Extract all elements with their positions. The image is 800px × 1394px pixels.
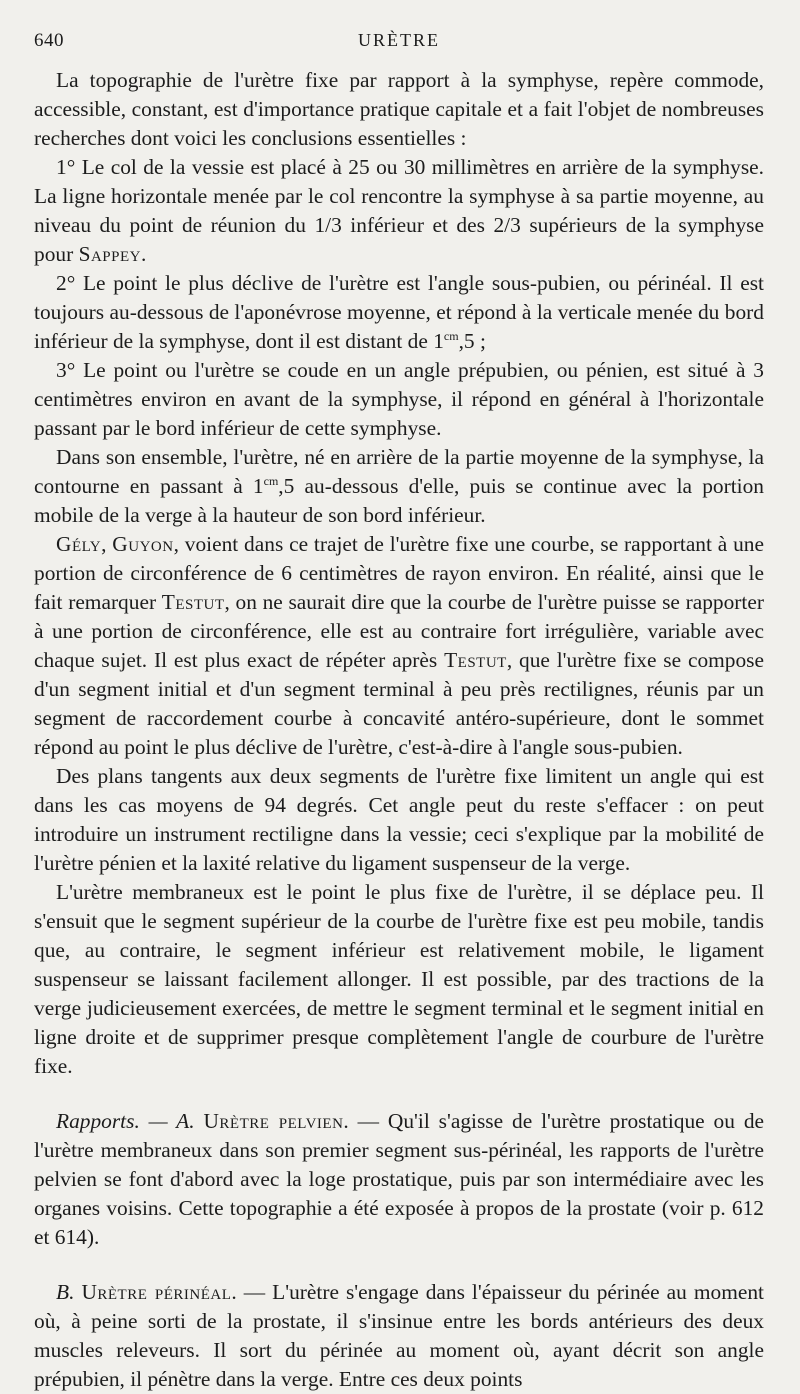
page-header xyxy=(34,0,764,66)
separator: , xyxy=(101,532,113,556)
paragraph-2-end: . xyxy=(140,242,147,266)
author-name: Guyon xyxy=(112,532,174,556)
author-name: Testut xyxy=(161,590,225,614)
paragraph-1: La topographie de l'urètre fixe par rapport à la symphyse, repère commode, accessible, constant, est d'importance pratique capitale et a fait l'objet de nombreuses recherches dont voici les conclusions essentielles : xyxy=(34,68,764,150)
paragraph-4: 3° Le point ou l'urètre se coude en un angle prépubien, ou pénien, est situé à 3 centimètres environ en avant de la symphyse, il répond en général à l'horizontale passant par le bord inférieur de cette symphyse. xyxy=(34,358,764,440)
section-label: B. xyxy=(56,1280,75,1304)
paragraph-5-text: Dans son ensemble, l'urètre, né en arrière de la partie moyenne de la symphyse, la contourne en passant à 1 xyxy=(34,445,764,498)
section-heading: Urètre périnéal xyxy=(81,1280,232,1304)
paragraph-2 xyxy=(34,153,764,269)
paragraph-rapports xyxy=(34,1107,764,1252)
paragraph-6-text-c: , que l'urètre fixe se compose d'un segment initial et d'un segment terminal à peu près rectilignes, réunis par un segment de raccordement courbe à concavité antéro-supérieure, dont le sommet répond au point le plus déclive de l'urètre, c'est-à-dire à l'angle sous-pubien. xyxy=(34,648,764,759)
section-label: Rapports. — A. xyxy=(56,1109,195,1133)
author-name: Sappey xyxy=(78,242,141,266)
unit-superscript: cm xyxy=(443,328,459,343)
author-name: Testut xyxy=(444,648,507,672)
paragraph-6-text-b: , on ne saurait dire que la courbe de l'urètre puisse se rapporter à une portion de circonférence, elle est au contraire fort irrégulière, variable avec chaque sujet. Il est plus exact de répéter après xyxy=(34,590,764,672)
section-heading: Urètre pelvien xyxy=(203,1109,344,1133)
paragraph-8: L'urètre membraneux est le point le plus fixe de l'urètre, il se déplace peu. Il s'ensuit que le segment supérieur de la courbe de l'urètre fixe est peu mobile, tandis que, au contraire, le segment inférieur est relativement mobile, le ligament suspenseur se laissant facilement allonger. Il est possible, par des tractions de la verge judicieusement exercées, de mettre le segment terminal et le segment initial en ligne droite et de supprimer presque complètement l'angle de courbure de l'urètre fixe. xyxy=(34,880,764,1078)
paragraph-3-end: ,5 ; xyxy=(458,329,486,353)
paragraph-rapports-text: . — Qu'il s'agisse de l'urètre prostatique ou de l'urètre membraneux dans son premier segment sus-périnéal, les rapports de l'urètre pelvien se font d'abord avec la loge prostatique, puis par son intermédiaire avec les organes voisins. Cette topographie a été exposée à propos de la prostate (voir p. 612 et 614). xyxy=(34,1109,765,1249)
paragraph-3-text: 2° Le point le plus déclive de l'urètre est l'angle sous-pubien, ou périnéal. Il est toujours au-dessous de l'aponévrose moyenne, et répond à la verticale menée du bord inférieur de la symphyse, dont il est distant de 1 xyxy=(34,271,764,353)
body-text xyxy=(34,66,764,1394)
paragraph-6-text: , voient dans ce trajet de l'urètre fixe une courbe, se rapportant à une portion de circonférence de 6 centimètres de rayon environ. En réalité, ainsi que le fait remarquer xyxy=(34,532,764,614)
unit-superscript: cm xyxy=(263,473,279,488)
paragraph-2-text: 1° Le col de la vessie est placé à 25 ou 30 millimètres en arrière de la symphyse. La ligne horizontale menée par le col rencontre la symphyse à sa partie moyenne, au niveau du point de réunion du 1/3 inférieur et des 2/3 supérieurs de la symphyse pour xyxy=(34,155,764,266)
paragraph-3 xyxy=(34,269,764,356)
page-number: 640 xyxy=(34,30,64,51)
paragraph-5-end: ,5 au-dessous d'elle, puis se continue avec la portion mobile de la verge à la hauteur de son bord inférieur. xyxy=(34,474,764,527)
paragraph-5 xyxy=(34,443,764,530)
running-title: URÈTRE xyxy=(358,30,440,50)
paragraph-perineal xyxy=(34,1278,764,1394)
paragraph-perineal-text: . — L'urètre s'engage dans l'épaisseur du périnée au moment où, à peine sorti de la prostate, il s'insinue entre les bords antérieurs des deux muscles releveurs. Il sort du périnée au moment où, ayant décrit son angle prépubien, il pénètre dans la verge. Entre ces deux points xyxy=(34,1280,764,1391)
paragraph-6 xyxy=(34,530,764,762)
paragraph-7: Des plans tangents aux deux segments de l'urètre fixe limitent un angle qui est dans les cas moyens de 94 degrés. Cet angle peut du reste s'effacer : on peut introduire un instrument rectiligne dans la vessie; ceci s'explique par la mobilité de l'urètre pénien et la laxité relative du ligament suspenseur de la verge. xyxy=(34,764,764,875)
author-name: Gély xyxy=(56,532,102,556)
